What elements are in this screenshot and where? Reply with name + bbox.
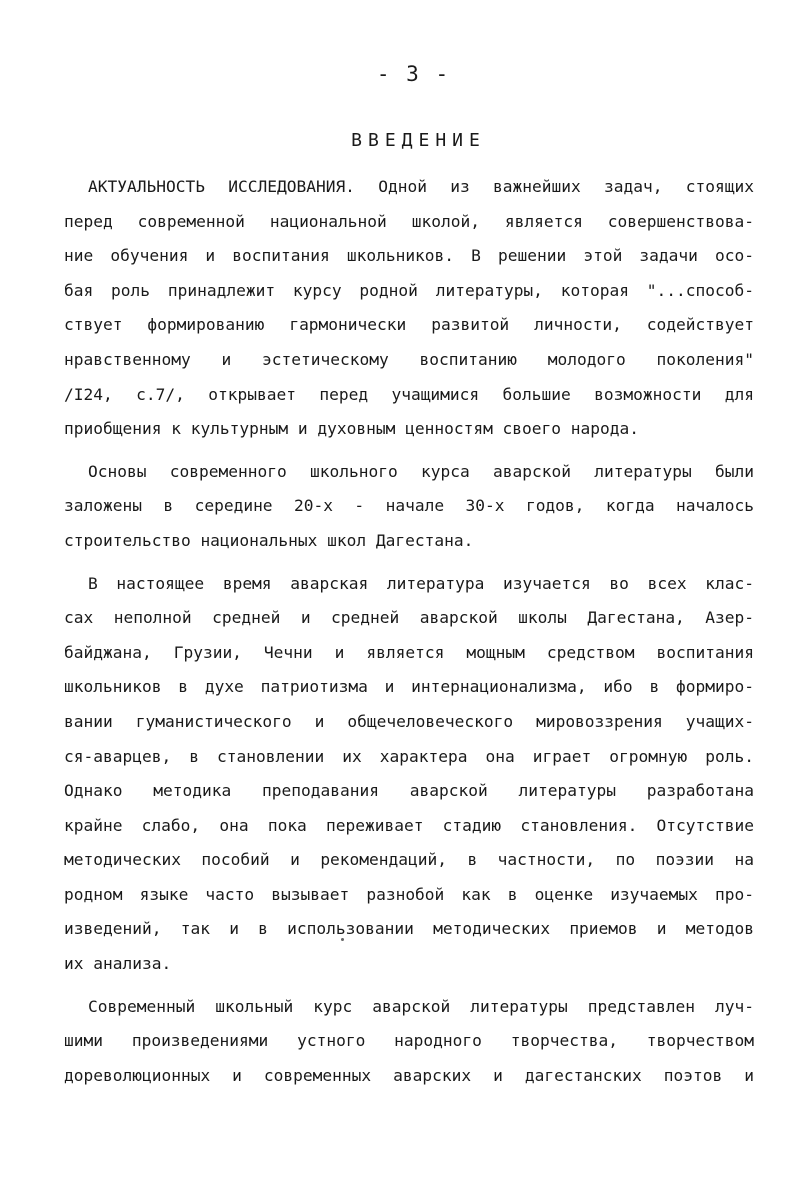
text-line: нравственному и эстетическому воспитанию молодого поколения" <box>64 349 754 369</box>
text-line: школьников в духе патриотизма и интернационализма, ибо в формиро- <box>64 677 754 697</box>
text-line: дореволюционных и современных аварских и дагестанских поэтов и <box>64 1065 754 1085</box>
text-line: Однако методика преподавания аварской литературы разработана <box>64 781 754 801</box>
text-line: сах неполной средней и средней аварской школы Дагестана, Азер- <box>64 608 754 628</box>
text-line: родном языке часто вызывает разнобой как в оценке изучаемых про- <box>64 884 754 904</box>
text-line: строительство национальных школ Дагестана. <box>64 530 474 550</box>
text-line: приобщения к культурным и духовным ценностям своего народа. <box>64 419 639 439</box>
text-line: бая роль принадлежит курсу родной литературы, которая "...способ- <box>64 280 754 300</box>
text-line: перед современной национальной школой, является совершенствова- <box>64 211 754 231</box>
text-line: Основы современного школьного курса аварской литературы были <box>88 461 754 481</box>
text-line: изведений, так и в использовании методических приемов и методов <box>64 919 754 939</box>
body-text <box>64 170 754 1093</box>
text-line: ние обучения и воспитания школьников. В решении этой задачи осо- <box>64 246 754 266</box>
page-number: - 3 - <box>376 62 451 86</box>
text-line: В настоящее время аварская литература изучается во всех клас- <box>88 573 754 593</box>
scan-speck <box>341 938 344 941</box>
text-line: ствует формированию гармонически развитой личности, содействует <box>64 315 754 335</box>
text-line: их анализа. <box>64 954 172 974</box>
text-line: АКТУАЛЬНОСТЬ ИССЛЕДОВАНИЯ. Одной из важнейших задач, стоящих <box>88 177 754 196</box>
text-line: вании гуманистического и общечеловеческого мировоззрения учащих- <box>64 711 754 731</box>
text-line: ся-аварцев, в становлении их характера она играет огромную роль. <box>64 746 754 766</box>
text-line: байджана, Грузии, Чечни и является мощным средством воспитания <box>64 642 754 662</box>
text-line: шими произведениями устного народного творчества, творчеством <box>64 1031 754 1051</box>
text-line: методических пособий и рекомендаций, в частности, по поэзии на <box>64 850 754 870</box>
text-line: крайне слабо, она пока переживает стадию становления. Отсутствие <box>64 815 754 835</box>
text-line: /I24, с.7/, открывает перед учащимися большие возможности для <box>64 384 754 404</box>
text-line: заложены в середине 20-х - начале 30-х годов, когда началось <box>64 496 754 516</box>
text-line: Современный школьный курс аварской литературы представлен луч- <box>88 996 754 1016</box>
section-heading: ВВЕДЕНИЕ <box>351 130 486 151</box>
